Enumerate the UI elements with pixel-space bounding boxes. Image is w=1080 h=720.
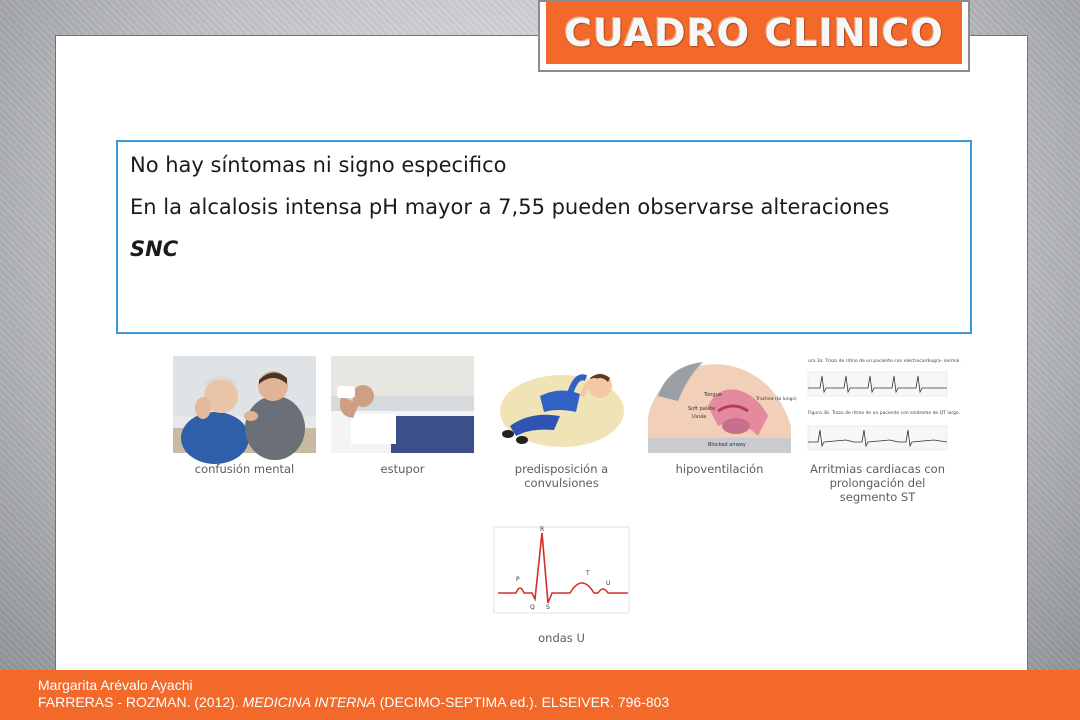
stupor-photo [331,356,474,453]
content-text-box [116,140,972,334]
footer-bar [0,670,1080,720]
ecg-label-t: T [586,570,590,577]
ecg-strips-figure [806,356,961,453]
footer-author: Margarita Arévalo Ayachi [38,677,193,693]
reference-suffix: (DECIMO-SEPTIMA ed.). ELSEIVER. 796-803 [375,694,670,710]
title-banner [538,0,970,72]
body-line-2: En la alcalosis intensa pH mayor a 7,55 pueden observarse alteraciones [130,195,890,219]
confusion-photo [173,356,316,453]
caption-hypoventilation: hipoventilación [675,462,764,476]
title-background [546,2,962,64]
label-blocked-airway: Blocked airway [708,442,746,448]
reference-prefix: FARRERAS - ROZMAN. (2012). [38,694,243,710]
body-line-3: SNC [130,237,179,261]
convulsions-illustration [490,356,633,453]
ecg-label-r: R [540,526,545,533]
label-soft-palate: Soft palate [688,406,716,412]
ecg-label-q: Q [530,604,535,611]
ecg-caption-normal: ura 3a. Trazo de ritmo de un paciente con electrocardiogra- normal. [808,359,961,364]
ecg-label-s: S [546,604,550,611]
caption-confusion: confusión mental [194,462,295,476]
caption-convulsions: predisposición a convulsiones [514,462,609,490]
ecg-label-p: P [516,576,520,583]
label-uvula: Uvula [692,414,707,420]
hypoventilation-illustration [648,356,797,453]
caption-arrhythmias: Arritmias cardiacas con prolongación del segmento ST [809,462,946,504]
footer-reference [38,694,1080,711]
ecg-label-u: U [606,580,611,587]
ecg-caption-long-qt: Figura 3b. Trazo de ritmo de un paciente con síndrome de QT largo. [808,411,961,416]
label-trachea: Trachea (to lungs) [756,397,797,402]
u-wave-ecg-figure [490,523,633,617]
slide-title: CUADRO CLINICO [564,11,944,55]
label-tongue: Tongue [704,392,722,398]
caption-u-waves: ondas U [538,631,585,645]
caption-stupor: estupor [380,462,425,476]
reference-book-title: MEDICINA INTERNA [242,694,376,710]
body-line-1: No hay síntomas ni signo especifico [130,153,507,177]
